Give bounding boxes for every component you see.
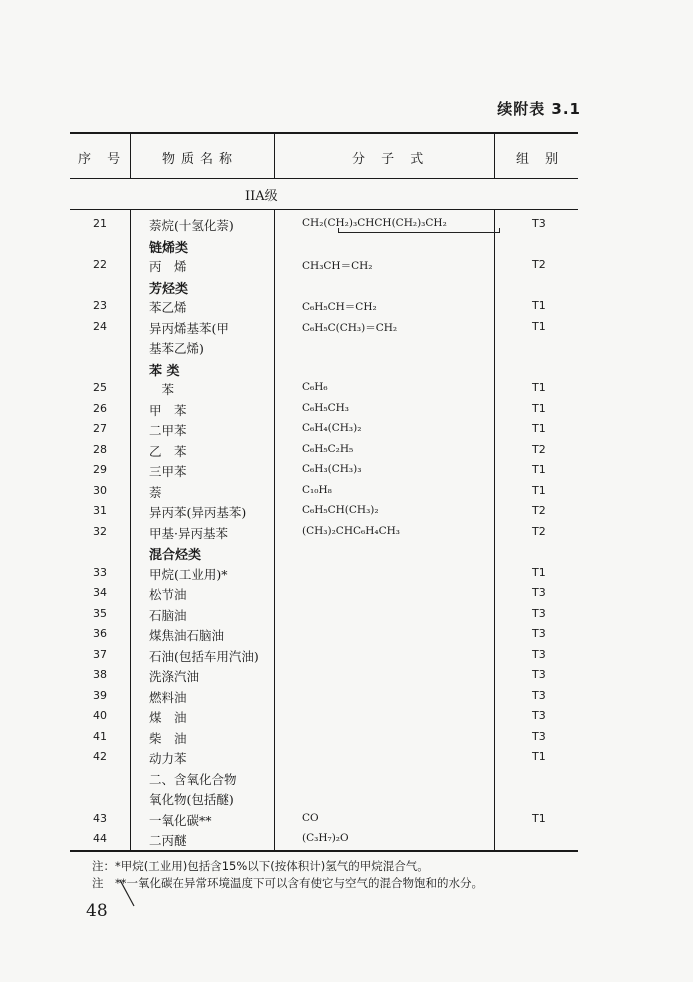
table-row [70,276,578,297]
molecular-formula: C₆H₅C₂H₅ [302,442,354,455]
table-header [70,134,578,178]
table-row [70,563,578,584]
header-group: 组 别 [516,152,565,167]
temperature-group: T1 [532,319,546,333]
row-number: 32 [93,524,107,538]
molecular-formula: C₆H₄(CH₃)₂ [302,422,362,434]
substance-name: 石脑油 [149,607,187,623]
row-number: 24 [93,319,107,333]
substance-name: 苯 类 [149,363,180,379]
temperature-group: T1 [532,299,546,312]
row-number: 25 [93,381,107,394]
table-row [70,501,578,522]
row-number: 27 [93,422,107,435]
substance-name: 苯 [149,382,175,397]
table-row [70,296,578,317]
row-number: 22 [93,258,107,271]
row-number: 30 [93,483,107,497]
molecular-formula: C₆H₆ [302,381,328,393]
temperature-group: T2 [532,442,546,456]
table-row [70,788,578,809]
table-row [70,706,578,727]
substance-name: 煤 油 [149,710,187,725]
substance-name: 二甲苯 [149,423,187,438]
table-row [70,522,578,543]
temperature-group: T1 [532,463,546,476]
substance-name: 三甲苯 [149,464,187,479]
temperature-group: T1 [532,811,546,825]
temperature-group: T3 [532,606,546,620]
substance-name: 甲烷(工业用)* [149,566,228,582]
header-divider [494,134,495,178]
table-body [70,179,578,850]
temperature-group: T1 [532,565,546,579]
molecular-formula: CH₃CH＝CH₂ [302,260,373,272]
substance-name: 柴 油 [149,730,187,746]
temperature-group: T3 [532,668,546,681]
temperature-group: T1 [532,381,546,394]
table-row [70,235,578,256]
header-divider [130,134,131,178]
row-number: 37 [93,647,107,661]
table-row [70,399,578,420]
class-row [70,179,578,209]
temperature-group: T1 [532,422,546,435]
table-row [70,460,578,481]
substance-name: 丙 烯 [149,259,187,274]
header-formula: 分 子 式 [352,152,430,167]
substance-name: 芳烃类 [149,281,189,297]
substance-name: 异丙苯(异丙基苯) [149,505,247,520]
temperature-group: T2 [532,258,546,271]
substance-name: 石油(包括车用汽油) [149,648,259,664]
footnote-1: 注：*甲烷(工业用)包括含15%以下(按体积计)氢气的甲烷混合气。 [92,859,429,873]
row-number: 28 [93,442,107,456]
row-number: 34 [93,586,107,599]
substance-name: 二、含氧化合物 [149,771,237,787]
table-row [70,809,578,830]
molecular-formula: C₁₀H₈ [302,483,332,496]
substance-name: 松节油 [149,587,187,602]
table-row [70,624,578,645]
table-row [70,214,578,235]
substance-name: 氧化物(包括醚) [149,792,234,807]
row-number: 44 [93,832,107,845]
molecular-formula: C₆H₃(CH₃)₃ [302,463,362,475]
row-number: 39 [93,688,107,702]
row-number: 42 [93,750,107,763]
molecular-formula: CO [302,811,319,824]
substance-name: 苯乙烯 [149,300,187,315]
temperature-group: T3 [532,709,546,722]
header-no: 序 号 [78,152,127,167]
footnotes [92,858,483,892]
table-row [70,542,578,563]
table-row [70,419,578,440]
substance-name: 甲基·异丙基苯 [149,525,228,541]
substance-name: 基苯乙烯) [149,341,204,356]
header-divider [274,134,275,178]
temperature-group: T1 [532,401,546,415]
temperature-group: T3 [532,627,546,640]
table-row [70,583,578,604]
molecular-formula: CH₂(CH₂)₃CHCH(CH₂)₃CH₂ [302,217,447,229]
table-row [70,686,578,707]
substance-name: 萘 [149,484,162,500]
table-row [70,317,578,338]
substance-name: 洗涤汽油 [149,669,200,684]
row-number: 43 [93,811,107,825]
pen-stroke-mark [118,878,138,908]
molecular-formula: C₆H₅CH＝CH₂ [302,301,377,313]
table-row [70,255,578,276]
table-row [70,337,578,358]
temperature-group: T3 [532,586,546,599]
molecular-formula: (C₃H₇)₂O [302,832,349,844]
page-number: 48 [86,901,108,921]
molecular-formula: (CH₃)₂CHC₆H₄CH₃ [302,524,401,537]
table-row [70,645,578,666]
temperature-group: T3 [532,729,546,743]
table-row [70,829,578,850]
substance-name: 二丙醚 [149,833,187,848]
row-number: 31 [93,504,107,517]
row-number: 36 [93,627,107,640]
row-number: 21 [93,217,107,230]
substance-name: 一氧化碳** [149,812,212,828]
substance-name: 动力苯 [149,751,187,766]
temperature-group: T1 [532,483,546,497]
substance-name: 混合烃类 [149,548,202,563]
row-number: 23 [93,299,107,312]
table-caption: 续附表 3.1 [497,100,581,118]
table-row [70,665,578,686]
substance-name: 乙 苯 [149,443,187,459]
temperature-group: T1 [532,750,546,763]
substance-name: 煤焦油石脑油 [149,628,225,643]
row-number: 26 [93,401,107,415]
class-label: IIA级 [245,189,278,204]
molecular-formula: C₆H₅CH(CH₃)₂ [302,504,379,516]
row-number: 35 [93,606,107,620]
table-rows [70,210,578,850]
substance-name: 异丙烯基苯(甲 [149,320,229,336]
temperature-group: T2 [532,504,546,517]
table-row [70,358,578,379]
table-row [70,768,578,789]
molecular-formula: C₆H₅C(CH₃)＝CH₂ [302,321,398,334]
row-number: 29 [93,463,107,476]
temperature-group: T3 [532,688,546,702]
temperature-group: T3 [532,647,546,661]
substance-name: 萘烷(十氢化萘) [149,218,234,233]
table-row [70,604,578,625]
table-row [70,727,578,748]
molecular-formula: C₆H₅CH₃ [302,401,350,414]
table-row [70,481,578,502]
substance-table [70,132,578,852]
row-number: 33 [93,565,107,579]
row-number: 41 [93,729,107,743]
ring-bracket [338,228,500,233]
table-row [70,378,578,399]
table-row [70,440,578,461]
substance-name: 燃料油 [149,689,187,705]
footnote-2: 注 **一氧化碳在异常环境温度下可以含有使它与空气的混合物饱和的水分。 [92,876,483,890]
substance-name: 甲 苯 [149,402,187,418]
row-number: 40 [93,709,107,722]
temperature-group: T2 [532,524,546,538]
header-name: 物质名称 [162,152,239,167]
bottom-rule [70,850,578,852]
table-row [70,747,578,768]
row-number: 38 [93,668,107,681]
substance-name: 链烯类 [149,240,189,256]
temperature-group: T3 [532,217,546,230]
